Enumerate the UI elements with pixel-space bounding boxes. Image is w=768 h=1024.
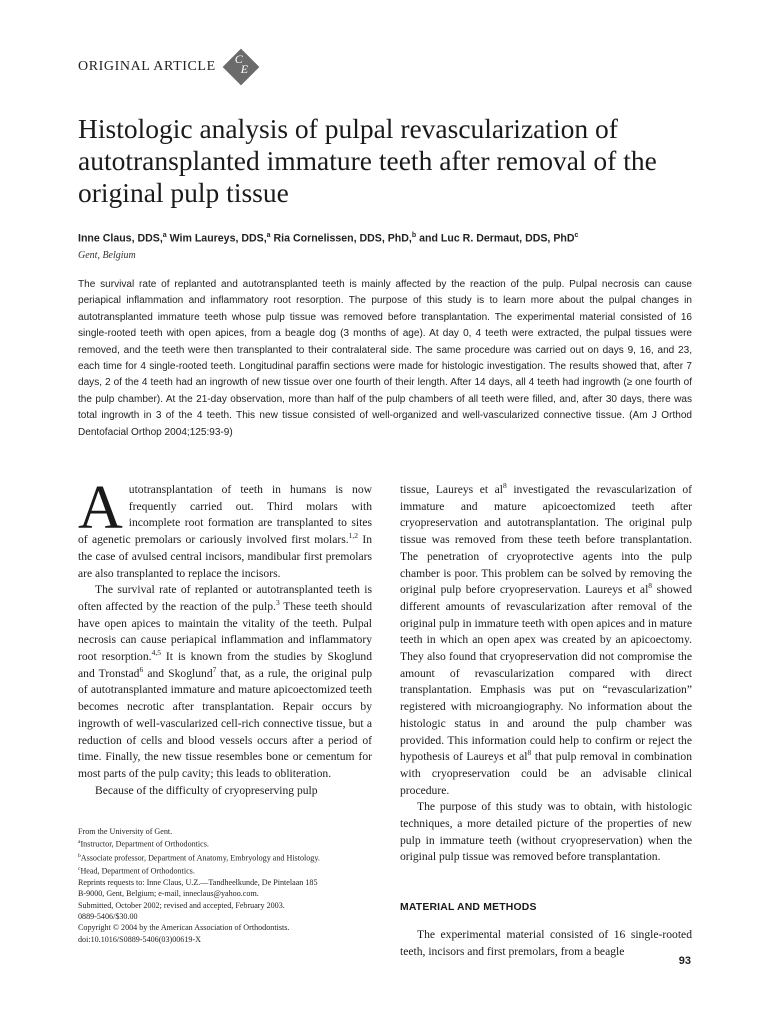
- author-list: [78, 232, 718, 245]
- badge-letter-e: E: [240, 62, 249, 76]
- footnote-reprints-line1: Reprints requests to: Inne Claus, U.Z.—Tandheelkunde, De Pintelaan 185: [78, 877, 318, 887]
- article-title: Histologic analysis of pulpal revascularization of autotransplanted immature teeth after removal of the original pulp tissue: [78, 113, 657, 208]
- continuing-education-badge-icon: [222, 48, 260, 86]
- footnote-mark: a: [78, 839, 81, 846]
- author-separator: and: [416, 232, 441, 245]
- citation: 3: [275, 598, 280, 608]
- author-name: Luc R. Dermaut, DDS, PhD: [440, 232, 575, 245]
- body-text: These teeth should have open apices to maintain the vitality of the teeth. Pulpal necrosis can cause periapical inflammation and inflammatory root resorption.: [78, 599, 372, 664]
- citation: 4,5: [151, 648, 161, 658]
- citation: 8: [648, 581, 653, 591]
- body-column-left: [78, 474, 373, 799]
- body-paragraph: [78, 582, 372, 782]
- footnote-text: Associate professor, Department of Anatomy, Embryology and Histology.: [80, 853, 320, 863]
- footnote-submitted: Submitted, October 2002; revised and accepted, February 2003.: [78, 900, 285, 910]
- body-text: utotransplantation of teeth in humans is now frequently carried out. Third molars with incomplete root formation are transplanted to sites of agenetic premolars or cariously involved first molars.: [78, 483, 372, 547]
- body-text: The survival rate of replanted or autotransplanted teeth is often affected by the reaction of the pulp.: [78, 583, 372, 613]
- body-text: In the case of avulsed central incisors, mandibular first premolars are also transplanted to replace the incisors.: [78, 533, 372, 580]
- body-paragraph: The experimental material consisted of 16 single-rooted teeth, incisors and first premolars, from a beagle: [400, 927, 692, 958]
- author-location: Gent, Belgium: [78, 250, 136, 261]
- footnote-copyright: Copyright © 2004 by the American Association of Orthodontists.: [78, 923, 290, 933]
- body-paragraph: [78, 474, 372, 582]
- author-affiliation-mark: a: [162, 232, 167, 239]
- body-text: It is known from the studies by Skoglund and Tronstad: [78, 650, 373, 680]
- author-affiliation-mark: b: [411, 232, 417, 239]
- body-paragraph: The purpose of this study was to obtain, with histologic techniques, a more detailed picture of the properties of new pulp in immature teeth (without cryopreservation) when the original pulp tissue was removed before transplantation.: [400, 800, 692, 864]
- footnote-mark: c: [78, 865, 81, 872]
- body-column-right: [400, 482, 692, 960]
- footnote-reprints-line2: B-9000, Gent, Belgium; e-mail, inneclaus@yahoo.com.: [78, 889, 259, 899]
- citation: 8: [527, 748, 532, 758]
- footnote-price: 0889-5406/$30.00: [78, 911, 138, 921]
- citation: 6: [139, 664, 144, 674]
- footnote-text: Head, Department of Orthodontics.: [80, 866, 195, 876]
- body-text: and Skoglund: [143, 666, 213, 680]
- author-name: Inne Claus, DDS,: [78, 232, 163, 245]
- badge-letter-c: C: [234, 52, 243, 66]
- section-heading-methods: MATERIAL AND METHODS: [400, 902, 537, 914]
- article-header: [78, 50, 260, 84]
- footnotes: [78, 826, 378, 945]
- body-paragraph: Because of the difficulty of cryopreserving pulp: [95, 783, 318, 797]
- citation: 7: [212, 664, 217, 674]
- footnote-institution: From the University of Gent.: [78, 827, 173, 836]
- page-number: 93: [678, 955, 691, 967]
- footnote-affiliation-b: [78, 851, 378, 864]
- footnote-text: Instructor, Department of Orthodontics.: [80, 840, 209, 850]
- body-text: showed different amounts of revascularization after removal of the original pulp in immature teeth with open apices and in mature teeth in which an open apex was created by an apicoectomy. They also found that cryopreservation did not compromise the amount of revascularization compared with direct transplantation. Emphasis was put on “revascularization” registered with microangiography. No information about the histologic status in and around the pulp chamber was provided. This information could help to confirm or reject the hypothesis of Laureys et al: [400, 583, 692, 764]
- citation: 8: [503, 481, 507, 491]
- footnote-affiliation-c: [78, 864, 378, 877]
- article-type-label: ORIGINAL ARTICLE: [78, 59, 216, 74]
- drop-cap: A: [78, 474, 123, 542]
- footnote-doi: doi:10.1016/S0889-5406(03)00619-X: [78, 934, 201, 944]
- body-text: investigated the revascularization of immature and mature apicoectomized teeth after cryopreservation and autotransplantation. The original pulp tissue was removed from these teeth before transplantation. The penetration of cryoprotective agents into the pulp chamber is poor. This problem can be solved by removing the original pulp before cryopreservation. Laureys et al: [400, 483, 692, 597]
- footnote-affiliation-a: [78, 837, 378, 850]
- author-name: Ria Cornelissen, DDS, PhD,: [273, 232, 412, 245]
- author-affiliation-mark: a: [266, 232, 271, 239]
- body-text: that pulp removal in combination with cryopreservation could be an advisable clinical procedure.: [400, 750, 693, 797]
- body-paragraph: [400, 482, 692, 799]
- abstract: The survival rate of replanted and autotransplanted teeth is mainly affected by the reaction of the pulp. Pulpal necrosis can cause periapical inflammation and inflammatory root resorption. The purpose of this study is to learn more about the pulpal changes in autotransplanted immature teeth whose pulp tissue was removed before transplantation. The experimental material consisted of 16 single-rooted teeth with open apices, from a beagle dog (3 months of age). At day 0, 4 teeth were extracted, the pulpal tissues were removed, and the teeth were then transplanted to their contralateral side. The same procedure was carried out on days 9, 16, and 23, each time for 4 single-rooted teeth. Longitudinal paraffin sections were made for histologic investigation. The results showed that, after 7 days, 2 of the 4 teeth had an ingrowth of new tissue over one fourth of their length. After 14 days, all 4 teeth had ingrowth (≥ one fourth of the pulp chamber). At the 21-day observation, more than half of the pulp chambers of all teeth were filled, and, after 30 days, there was total ingrowth in 3 of the 4 teeth. This new tissue consisted of well-organized and well-vascularized connective tissue. (Am J Orthod Dentofacial Orthop 2004;125:93-9): [78, 279, 692, 438]
- citation: 1,2: [348, 531, 359, 541]
- body-text: that, as a rule, the original pulp of autotransplanted immature and mature apicoectomized teeth becomes necrotic after transplantation. Repair occurs by ingrowth of well-vascularized cell-rich connective tissue, but a reduction of cells and blood vessels occurs after a period of time. Finally, the new tissue resembles bone or cementum for most parts of the pulp cavity; this leads to obliteration.: [78, 666, 372, 780]
- author-name: Wim Laureys, DDS,: [169, 232, 267, 245]
- author-affiliation-mark: c: [574, 232, 579, 239]
- footnote-mark: b: [78, 852, 81, 859]
- body-text: tissue, Laureys et al: [400, 483, 504, 496]
